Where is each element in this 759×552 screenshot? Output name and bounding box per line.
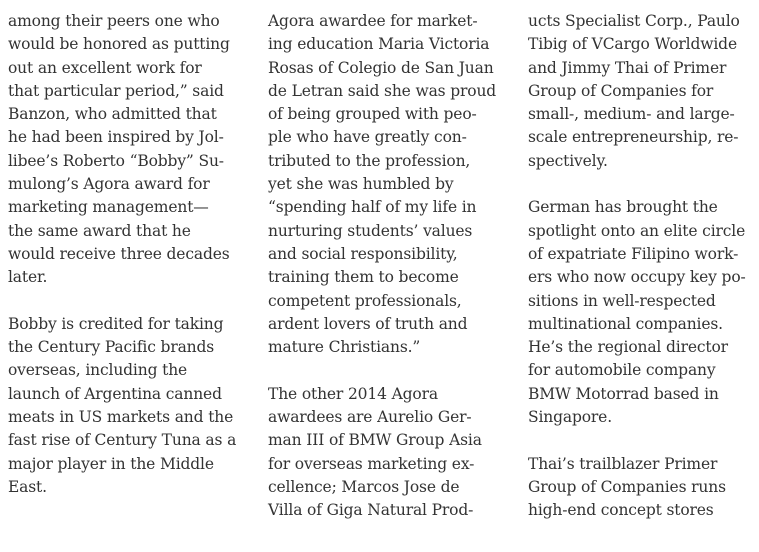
text-line: overseas, including the (8, 361, 188, 380)
paragraph (8, 313, 248, 499)
text-line: He’s the regional director (528, 338, 728, 357)
text-line: mulong’s Agora award for (8, 175, 210, 194)
text-line: fast rise of Century Tuna as a (8, 431, 237, 450)
text-line: Group of Companies for (528, 81, 714, 100)
text-line: Thai’s trailblazer Primer (528, 454, 718, 473)
text-line: German has brought the (528, 198, 718, 217)
paragraph (528, 10, 758, 173)
text-line: would be honored as putting (8, 35, 230, 54)
text-line: ple who have greatly con- (268, 128, 467, 147)
text-line: spotlight onto an elite circle (528, 221, 746, 240)
paragraph (268, 383, 508, 523)
text-line: Rosas of Colegio de San Juan (268, 58, 494, 77)
text-line: East. (8, 477, 47, 496)
text-line: Agora awardee for market- (268, 12, 478, 30)
text-line: for automobile company (528, 361, 716, 380)
text-line: de Letran said she was proud (268, 81, 497, 100)
paragraph (8, 10, 248, 290)
text-line: meats in US markets and the (8, 408, 234, 427)
text-line: that particular period,” said (8, 81, 224, 100)
text-line: multinational companies. (528, 314, 723, 333)
text-line: The other 2014 Agora (268, 384, 438, 403)
text-line: ucts Specialist Corp., Paulo (528, 12, 740, 30)
text-line: among their peers one who (8, 12, 220, 30)
text-line: Bobby is credited for taking (8, 314, 224, 333)
text-line: cellence; Marcos Jose de (268, 477, 460, 496)
text-line: for overseas marketing ex- (268, 454, 475, 473)
text-line: the same award that he (8, 221, 191, 240)
text-line: tributed to the profession, (268, 151, 471, 170)
text-line: high-end concept stores (528, 501, 714, 520)
text-line: ardent lovers of truth and (268, 314, 468, 333)
text-line: launch of Argentina canned (8, 384, 222, 403)
text-line: nurturing students’ values (268, 221, 473, 240)
article-column-2 (268, 0, 508, 523)
text-line: libee’s Roberto “Bobby” Su- (8, 151, 224, 170)
text-line: awardees are Aurelio Ger- (268, 408, 472, 427)
text-line: would receive three decades (8, 244, 230, 263)
text-line: BMW Motorrad based in (528, 384, 719, 403)
article-column-1 (8, 0, 248, 499)
text-line: spectively. (528, 151, 608, 170)
paragraph (268, 10, 508, 359)
text-line: Banzon, who admitted that (8, 105, 217, 124)
text-line: competent professionals, (268, 291, 462, 310)
text-line: mature Christians.” (268, 338, 421, 357)
text-line: major player in the Middle (8, 454, 214, 473)
text-line: he had been inspired by Jol- (8, 128, 224, 147)
text-line: scale entrepreneurship, re- (528, 128, 739, 147)
text-line: sitions in well-respected (528, 291, 716, 310)
text-line: ers who now occupy key po- (528, 268, 746, 287)
text-line: small-, medium- and large- (528, 105, 735, 124)
text-line: of being grouped with peo- (268, 105, 477, 124)
text-line: marketing management— (8, 198, 209, 217)
text-line: Singapore. (528, 408, 612, 427)
text-line: Group of Companies runs (528, 477, 726, 496)
text-line: out an excellent work for (8, 58, 202, 77)
paragraph (528, 196, 758, 429)
paragraph (528, 453, 758, 523)
text-line: of expatriate Filipino work- (528, 244, 739, 263)
text-line: training them to become (268, 268, 459, 287)
text-line: ing education Maria Victoria (268, 35, 490, 54)
text-line: and Jimmy Thai of Primer (528, 58, 727, 77)
text-line: Tibig of VCargo Worldwide (528, 35, 737, 54)
text-line: the Century Pacific brands (8, 338, 215, 357)
article-column-3 (528, 0, 758, 523)
text-line: yet she was humbled by (268, 175, 454, 194)
text-line: “spending half of my life in (268, 198, 477, 217)
text-line: Villa of Giga Natural Prod- (268, 501, 474, 520)
text-line: man III of BMW Group Asia (268, 431, 482, 450)
text-line: and social responsibility, (268, 244, 458, 263)
text-line: later. (8, 268, 48, 287)
